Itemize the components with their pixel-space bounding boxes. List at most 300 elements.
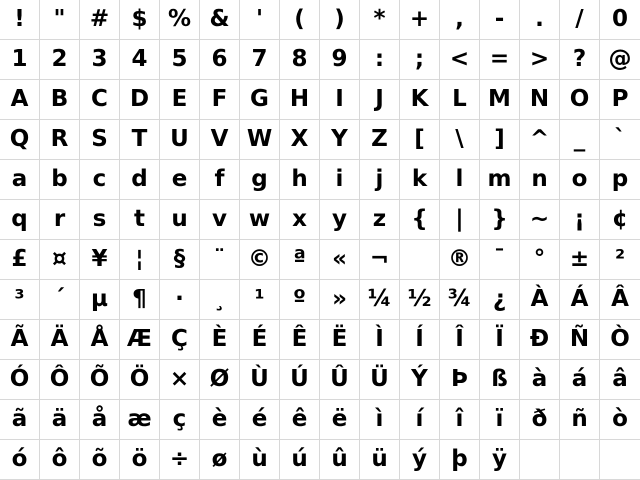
glyph-character: ( [294, 6, 305, 32]
glyph-character: ª [293, 246, 306, 272]
glyph-cell[interactable] [280, 80, 320, 120]
glyph-cell[interactable] [0, 0, 40, 40]
glyph-cell[interactable] [80, 400, 120, 440]
glyph-cell[interactable] [240, 320, 280, 360]
glyph-character: \ [455, 126, 464, 152]
glyph-character: Ê [291, 326, 308, 352]
glyph-cell[interactable] [320, 40, 360, 80]
glyph-cell[interactable] [40, 360, 80, 400]
glyph-cell[interactable] [360, 360, 400, 400]
glyph-cell[interactable] [600, 40, 640, 80]
glyph-character: " [53, 6, 66, 32]
glyph-character: 7 [251, 46, 268, 72]
glyph-cell[interactable] [40, 80, 80, 120]
glyph-cell[interactable] [440, 440, 480, 480]
glyph-cell[interactable] [440, 160, 480, 200]
glyph-cell[interactable] [120, 240, 160, 280]
glyph-character: x [292, 206, 307, 232]
glyph-cell[interactable] [320, 360, 360, 400]
glyph-cell[interactable] [0, 80, 40, 120]
glyph-cell[interactable] [160, 120, 200, 160]
glyph-cell[interactable] [160, 40, 200, 80]
glyph-cell[interactable] [0, 120, 40, 160]
glyph-character: © [248, 246, 271, 272]
glyph-character: ÿ [492, 446, 507, 472]
glyph-cell[interactable] [560, 80, 600, 120]
glyph-cell[interactable] [160, 400, 200, 440]
glyph-cell[interactable] [200, 280, 240, 320]
glyph-character: Q [9, 126, 30, 152]
glyph-character: Û [330, 366, 349, 392]
glyph-cell[interactable] [520, 240, 560, 280]
glyph-cell[interactable] [200, 120, 240, 160]
glyph-cell[interactable] [320, 440, 360, 480]
glyph-cell[interactable] [520, 400, 560, 440]
glyph-cell[interactable] [160, 360, 200, 400]
glyph-cell[interactable] [160, 280, 200, 320]
glyph-character: ö [131, 446, 148, 472]
glyph-character: û [331, 446, 348, 472]
glyph-character: ç [172, 406, 187, 432]
glyph-cell[interactable] [0, 360, 40, 400]
glyph-cell[interactable] [320, 160, 360, 200]
glyph-cell[interactable] [120, 160, 160, 200]
glyph-cell[interactable] [200, 440, 240, 480]
glyph-cell[interactable] [40, 40, 80, 80]
glyph-character: b [51, 166, 68, 192]
glyph-character: , [455, 6, 464, 32]
glyph-cell[interactable] [560, 280, 600, 320]
glyph-cell[interactable] [240, 360, 280, 400]
glyph-character: Þ [451, 366, 468, 392]
glyph-cell[interactable] [440, 40, 480, 80]
glyph-character: R [50, 126, 69, 152]
glyph-cell[interactable] [520, 80, 560, 120]
glyph-cell[interactable] [280, 280, 320, 320]
glyph-character: ï [495, 406, 504, 432]
glyph-cell[interactable] [360, 400, 400, 440]
glyph-cell[interactable] [120, 0, 160, 40]
glyph-character: k [411, 166, 428, 192]
glyph-character: 4 [131, 46, 148, 72]
glyph-cell[interactable] [480, 320, 520, 360]
glyph-character: O [569, 86, 590, 112]
glyph-character: 1 [11, 46, 28, 72]
glyph-cell[interactable] [480, 440, 520, 480]
glyph-cell[interactable] [80, 360, 120, 400]
glyph-cell[interactable] [240, 240, 280, 280]
glyph-character: + [409, 6, 430, 32]
glyph-cell[interactable] [600, 80, 640, 120]
glyph-cell[interactable] [520, 360, 560, 400]
glyph-cell[interactable] [600, 400, 640, 440]
glyph-cell[interactable] [600, 160, 640, 200]
glyph-cell[interactable] [520, 120, 560, 160]
glyph-cell[interactable] [200, 160, 240, 200]
glyph-cell[interactable] [120, 400, 160, 440]
glyph-character: ´ [53, 286, 66, 312]
glyph-cell[interactable] [280, 0, 320, 40]
glyph-character: ß [491, 366, 508, 392]
glyph-character: ù [251, 446, 268, 472]
glyph-character: Y [331, 126, 348, 152]
glyph-cell[interactable] [240, 200, 280, 240]
glyph-cell[interactable] [280, 240, 320, 280]
glyph-character: ) [334, 6, 345, 32]
glyph-cell[interactable] [40, 320, 80, 360]
glyph-cell[interactable] [520, 200, 560, 240]
glyph-cell[interactable] [40, 280, 80, 320]
glyph-character: ¦ [135, 246, 144, 272]
glyph-cell[interactable] [480, 120, 520, 160]
glyph-character: v [212, 206, 227, 232]
glyph-cell[interactable] [400, 120, 440, 160]
glyph-character: ¯ [493, 246, 506, 272]
glyph-character: w [248, 206, 271, 232]
glyph-character: × [169, 366, 190, 392]
glyph-cell[interactable] [240, 0, 280, 40]
glyph-cell[interactable] [600, 0, 640, 40]
glyph-cell[interactable] [560, 160, 600, 200]
glyph-character: m [487, 166, 512, 192]
glyph-cell[interactable] [40, 160, 80, 200]
glyph-character: à [531, 366, 548, 392]
glyph-cell[interactable] [160, 440, 200, 480]
glyph-character: 0 [611, 6, 628, 32]
glyph-character: L [452, 86, 467, 112]
glyph-character: 5 [171, 46, 188, 72]
glyph-cell[interactable] [80, 80, 120, 120]
glyph-cell[interactable] [320, 200, 360, 240]
glyph-cell[interactable] [320, 0, 360, 40]
glyph-character: ð [531, 406, 548, 432]
glyph-cell[interactable] [440, 320, 480, 360]
glyph-cell[interactable] [320, 80, 360, 120]
glyph-cell[interactable] [520, 40, 560, 80]
glyph-cell[interactable] [320, 280, 360, 320]
glyph-cell[interactable] [280, 320, 320, 360]
glyph-character: - [494, 6, 505, 32]
glyph-cell[interactable] [520, 0, 560, 40]
glyph-cell[interactable] [320, 400, 360, 440]
glyph-character: ± [569, 246, 590, 272]
glyph-cell[interactable] [240, 280, 280, 320]
glyph-cell[interactable] [440, 360, 480, 400]
glyph-cell[interactable] [560, 320, 600, 360]
glyph-cell[interactable] [280, 120, 320, 160]
glyph-cell[interactable] [80, 280, 120, 320]
glyph-cell[interactable] [480, 40, 520, 80]
glyph-character: A [10, 86, 29, 112]
glyph-character: Ã [10, 326, 29, 352]
glyph-character: » [332, 286, 347, 312]
glyph-character: ã [11, 406, 28, 432]
glyph-cell[interactable] [40, 200, 80, 240]
glyph-cell[interactable] [600, 320, 640, 360]
glyph-cell[interactable] [240, 120, 280, 160]
glyph-cell[interactable] [560, 40, 600, 80]
glyph-cell[interactable] [480, 80, 520, 120]
glyph-cell[interactable] [80, 0, 120, 40]
glyph-character: g [251, 166, 268, 192]
glyph-cell[interactable] [80, 160, 120, 200]
glyph-cell[interactable] [200, 400, 240, 440]
glyph-cell[interactable] [120, 80, 160, 120]
glyph-cell[interactable] [360, 120, 400, 160]
glyph-cell[interactable] [0, 40, 40, 80]
glyph-cell[interactable] [0, 440, 40, 480]
glyph-cell[interactable] [120, 360, 160, 400]
glyph-cell[interactable] [120, 120, 160, 160]
glyph-character: u [171, 206, 188, 232]
glyph-cell[interactable] [440, 200, 480, 240]
glyph-cell[interactable] [520, 280, 560, 320]
glyph-cell[interactable] [560, 240, 600, 280]
glyph-character: M [488, 86, 511, 112]
glyph-character: Ü [370, 366, 389, 392]
glyph-cell[interactable] [160, 240, 200, 280]
glyph-cell[interactable] [0, 320, 40, 360]
glyph-cell[interactable] [480, 240, 520, 280]
glyph-cell[interactable] [480, 400, 520, 440]
glyph-cell[interactable] [120, 320, 160, 360]
glyph-cell[interactable] [200, 360, 240, 400]
glyph-cell[interactable] [360, 240, 400, 280]
glyph-cell[interactable] [80, 40, 120, 80]
glyph-cell[interactable] [160, 0, 200, 40]
glyph-character: Ò [610, 326, 630, 352]
glyph-character: 6 [211, 46, 228, 72]
glyph-cell[interactable] [360, 200, 400, 240]
glyph-cell[interactable] [600, 240, 640, 280]
glyph-cell[interactable] [600, 120, 640, 160]
glyph-character: ò [612, 406, 628, 432]
glyph-cell[interactable] [400, 360, 440, 400]
glyph-character: ° [533, 246, 546, 272]
glyph-character: þ [451, 446, 468, 472]
glyph-character: # [89, 6, 110, 32]
glyph-cell[interactable] [320, 240, 360, 280]
glyph-cell[interactable] [240, 40, 280, 80]
glyph-character: ' [255, 6, 264, 32]
glyph-character: Ð [529, 326, 550, 352]
glyph-character: ! [14, 6, 25, 32]
glyph-character: í [415, 406, 424, 432]
glyph-cell[interactable] [360, 0, 400, 40]
glyph-character: â [612, 366, 628, 392]
glyph-cell[interactable] [560, 120, 600, 160]
glyph-cell[interactable] [600, 440, 640, 480]
glyph-cell[interactable] [400, 400, 440, 440]
glyph-cell[interactable] [360, 280, 400, 320]
glyph-character: Ù [250, 366, 269, 392]
glyph-cell[interactable] [400, 440, 440, 480]
glyph-cell[interactable] [40, 0, 80, 40]
glyph-cell[interactable] [200, 200, 240, 240]
glyph-cell[interactable] [400, 80, 440, 120]
glyph-character: 3 [91, 46, 108, 72]
glyph-cell[interactable] [480, 0, 520, 40]
glyph-character: Z [371, 126, 388, 152]
glyph-cell[interactable] [600, 280, 640, 320]
glyph-character: µ [91, 286, 108, 312]
glyph-cell[interactable] [400, 200, 440, 240]
glyph-character: ô [51, 446, 68, 472]
glyph-cell[interactable] [0, 200, 40, 240]
glyph-cell[interactable] [480, 160, 520, 200]
glyph-cell[interactable] [360, 160, 400, 200]
glyph-character: ~ [529, 206, 550, 232]
glyph-character: « [332, 246, 347, 272]
glyph-cell[interactable] [0, 240, 40, 280]
glyph-cell[interactable] [400, 240, 440, 280]
glyph-cell[interactable] [120, 40, 160, 80]
glyph-cell[interactable] [40, 120, 80, 160]
glyph-character: Ú [290, 366, 309, 392]
glyph-character: ] [494, 126, 505, 152]
glyph-cell[interactable] [280, 160, 320, 200]
glyph-cell[interactable] [200, 0, 240, 40]
glyph-cell[interactable] [520, 320, 560, 360]
glyph-cell[interactable] [240, 400, 280, 440]
glyph-cell[interactable] [280, 440, 320, 480]
glyph-cell[interactable] [240, 80, 280, 120]
glyph-character: n [531, 166, 548, 192]
glyph-character: j [375, 166, 384, 192]
glyph-character: ë [331, 406, 348, 432]
glyph-cell[interactable] [40, 240, 80, 280]
glyph-character: [ [414, 126, 425, 152]
glyph-cell[interactable] [240, 440, 280, 480]
glyph-cell[interactable] [440, 240, 480, 280]
glyph-character: ñ [571, 406, 588, 432]
glyph-cell[interactable] [80, 200, 120, 240]
glyph-cell[interactable] [200, 40, 240, 80]
glyph-cell[interactable] [480, 200, 520, 240]
glyph-character: J [375, 86, 384, 112]
glyph-cell[interactable] [240, 160, 280, 200]
glyph-cell[interactable] [320, 120, 360, 160]
glyph-cell[interactable] [520, 160, 560, 200]
glyph-cell[interactable] [520, 440, 560, 480]
glyph-cell[interactable] [400, 40, 440, 80]
glyph-cell[interactable] [200, 80, 240, 120]
glyph-cell[interactable] [40, 440, 80, 480]
glyph-cell[interactable] [400, 320, 440, 360]
glyph-character: ¢ [611, 206, 628, 232]
glyph-character: Æ [127, 326, 152, 352]
glyph-cell[interactable] [360, 320, 400, 360]
glyph-character: X [290, 126, 309, 152]
glyph-character: { [411, 206, 428, 232]
glyph-character: z [372, 206, 387, 232]
glyph-character: I [335, 86, 344, 112]
glyph-cell[interactable] [480, 280, 520, 320]
glyph-cell[interactable] [160, 320, 200, 360]
glyph-character: Á [570, 286, 589, 312]
glyph-character: ¤ [52, 246, 67, 272]
glyph-character: G [250, 86, 269, 112]
glyph-cell[interactable] [400, 0, 440, 40]
glyph-cell[interactable] [80, 320, 120, 360]
glyph-cell[interactable] [560, 200, 600, 240]
glyph-cell[interactable] [440, 0, 480, 40]
glyph-cell[interactable] [560, 0, 600, 40]
glyph-character: ú [291, 446, 308, 472]
glyph-character: Ç [171, 326, 188, 352]
glyph-cell[interactable] [560, 400, 600, 440]
glyph-character: c [92, 166, 107, 192]
glyph-character: C [91, 86, 108, 112]
glyph-cell[interactable] [600, 360, 640, 400]
glyph-character: å [91, 406, 108, 432]
glyph-cell[interactable] [320, 320, 360, 360]
glyph-character: h [291, 166, 308, 192]
glyph-cell[interactable] [0, 280, 40, 320]
glyph-character: ÷ [169, 446, 190, 472]
glyph-character: Ä [50, 326, 69, 352]
glyph-cell[interactable] [200, 320, 240, 360]
glyph-cell[interactable] [360, 440, 400, 480]
glyph-character: Í [415, 326, 424, 352]
glyph-character: i [335, 166, 344, 192]
glyph-cell[interactable] [80, 120, 120, 160]
glyph-character: î [455, 406, 464, 432]
glyph-cell[interactable] [160, 200, 200, 240]
glyph-cell[interactable] [360, 40, 400, 80]
glyph-cell[interactable] [280, 200, 320, 240]
glyph-character: ¨ [213, 246, 226, 272]
glyph-cell[interactable] [40, 400, 80, 440]
glyph-character: ^ [529, 126, 550, 152]
glyph-cell[interactable] [120, 280, 160, 320]
glyph-cell[interactable] [200, 240, 240, 280]
glyph-character: T [131, 126, 148, 152]
glyph-cell[interactable] [120, 200, 160, 240]
glyph-character: ý [412, 446, 427, 472]
glyph-cell[interactable] [360, 80, 400, 120]
glyph-cell[interactable] [0, 400, 40, 440]
glyph-cell[interactable] [280, 40, 320, 80]
glyph-cell[interactable] [0, 160, 40, 200]
glyph-cell[interactable] [400, 280, 440, 320]
glyph-character: Ñ [569, 326, 590, 352]
glyph-cell[interactable] [160, 80, 200, 120]
glyph-character: Õ [89, 366, 110, 392]
glyph-cell[interactable] [440, 400, 480, 440]
glyph-character: P [611, 86, 629, 112]
glyph-cell[interactable] [120, 440, 160, 480]
glyph-character: . [535, 6, 544, 32]
glyph-character: É [251, 326, 268, 352]
glyph-character: ¼ [367, 286, 392, 312]
glyph-cell[interactable] [280, 360, 320, 400]
glyph-cell[interactable] [160, 160, 200, 200]
glyph-cell[interactable] [560, 440, 600, 480]
glyph-cell[interactable] [80, 240, 120, 280]
glyph-cell[interactable] [440, 120, 480, 160]
glyph-character: ¬ [369, 246, 390, 272]
glyph-cell[interactable] [560, 360, 600, 400]
glyph-character: E [171, 86, 188, 112]
glyph-cell[interactable] [600, 200, 640, 240]
glyph-cell[interactable] [280, 400, 320, 440]
glyph-cell[interactable] [440, 280, 480, 320]
glyph-cell[interactable] [400, 160, 440, 200]
glyph-cell[interactable] [440, 80, 480, 120]
glyph-cell[interactable] [480, 360, 520, 400]
glyph-cell[interactable] [80, 440, 120, 480]
